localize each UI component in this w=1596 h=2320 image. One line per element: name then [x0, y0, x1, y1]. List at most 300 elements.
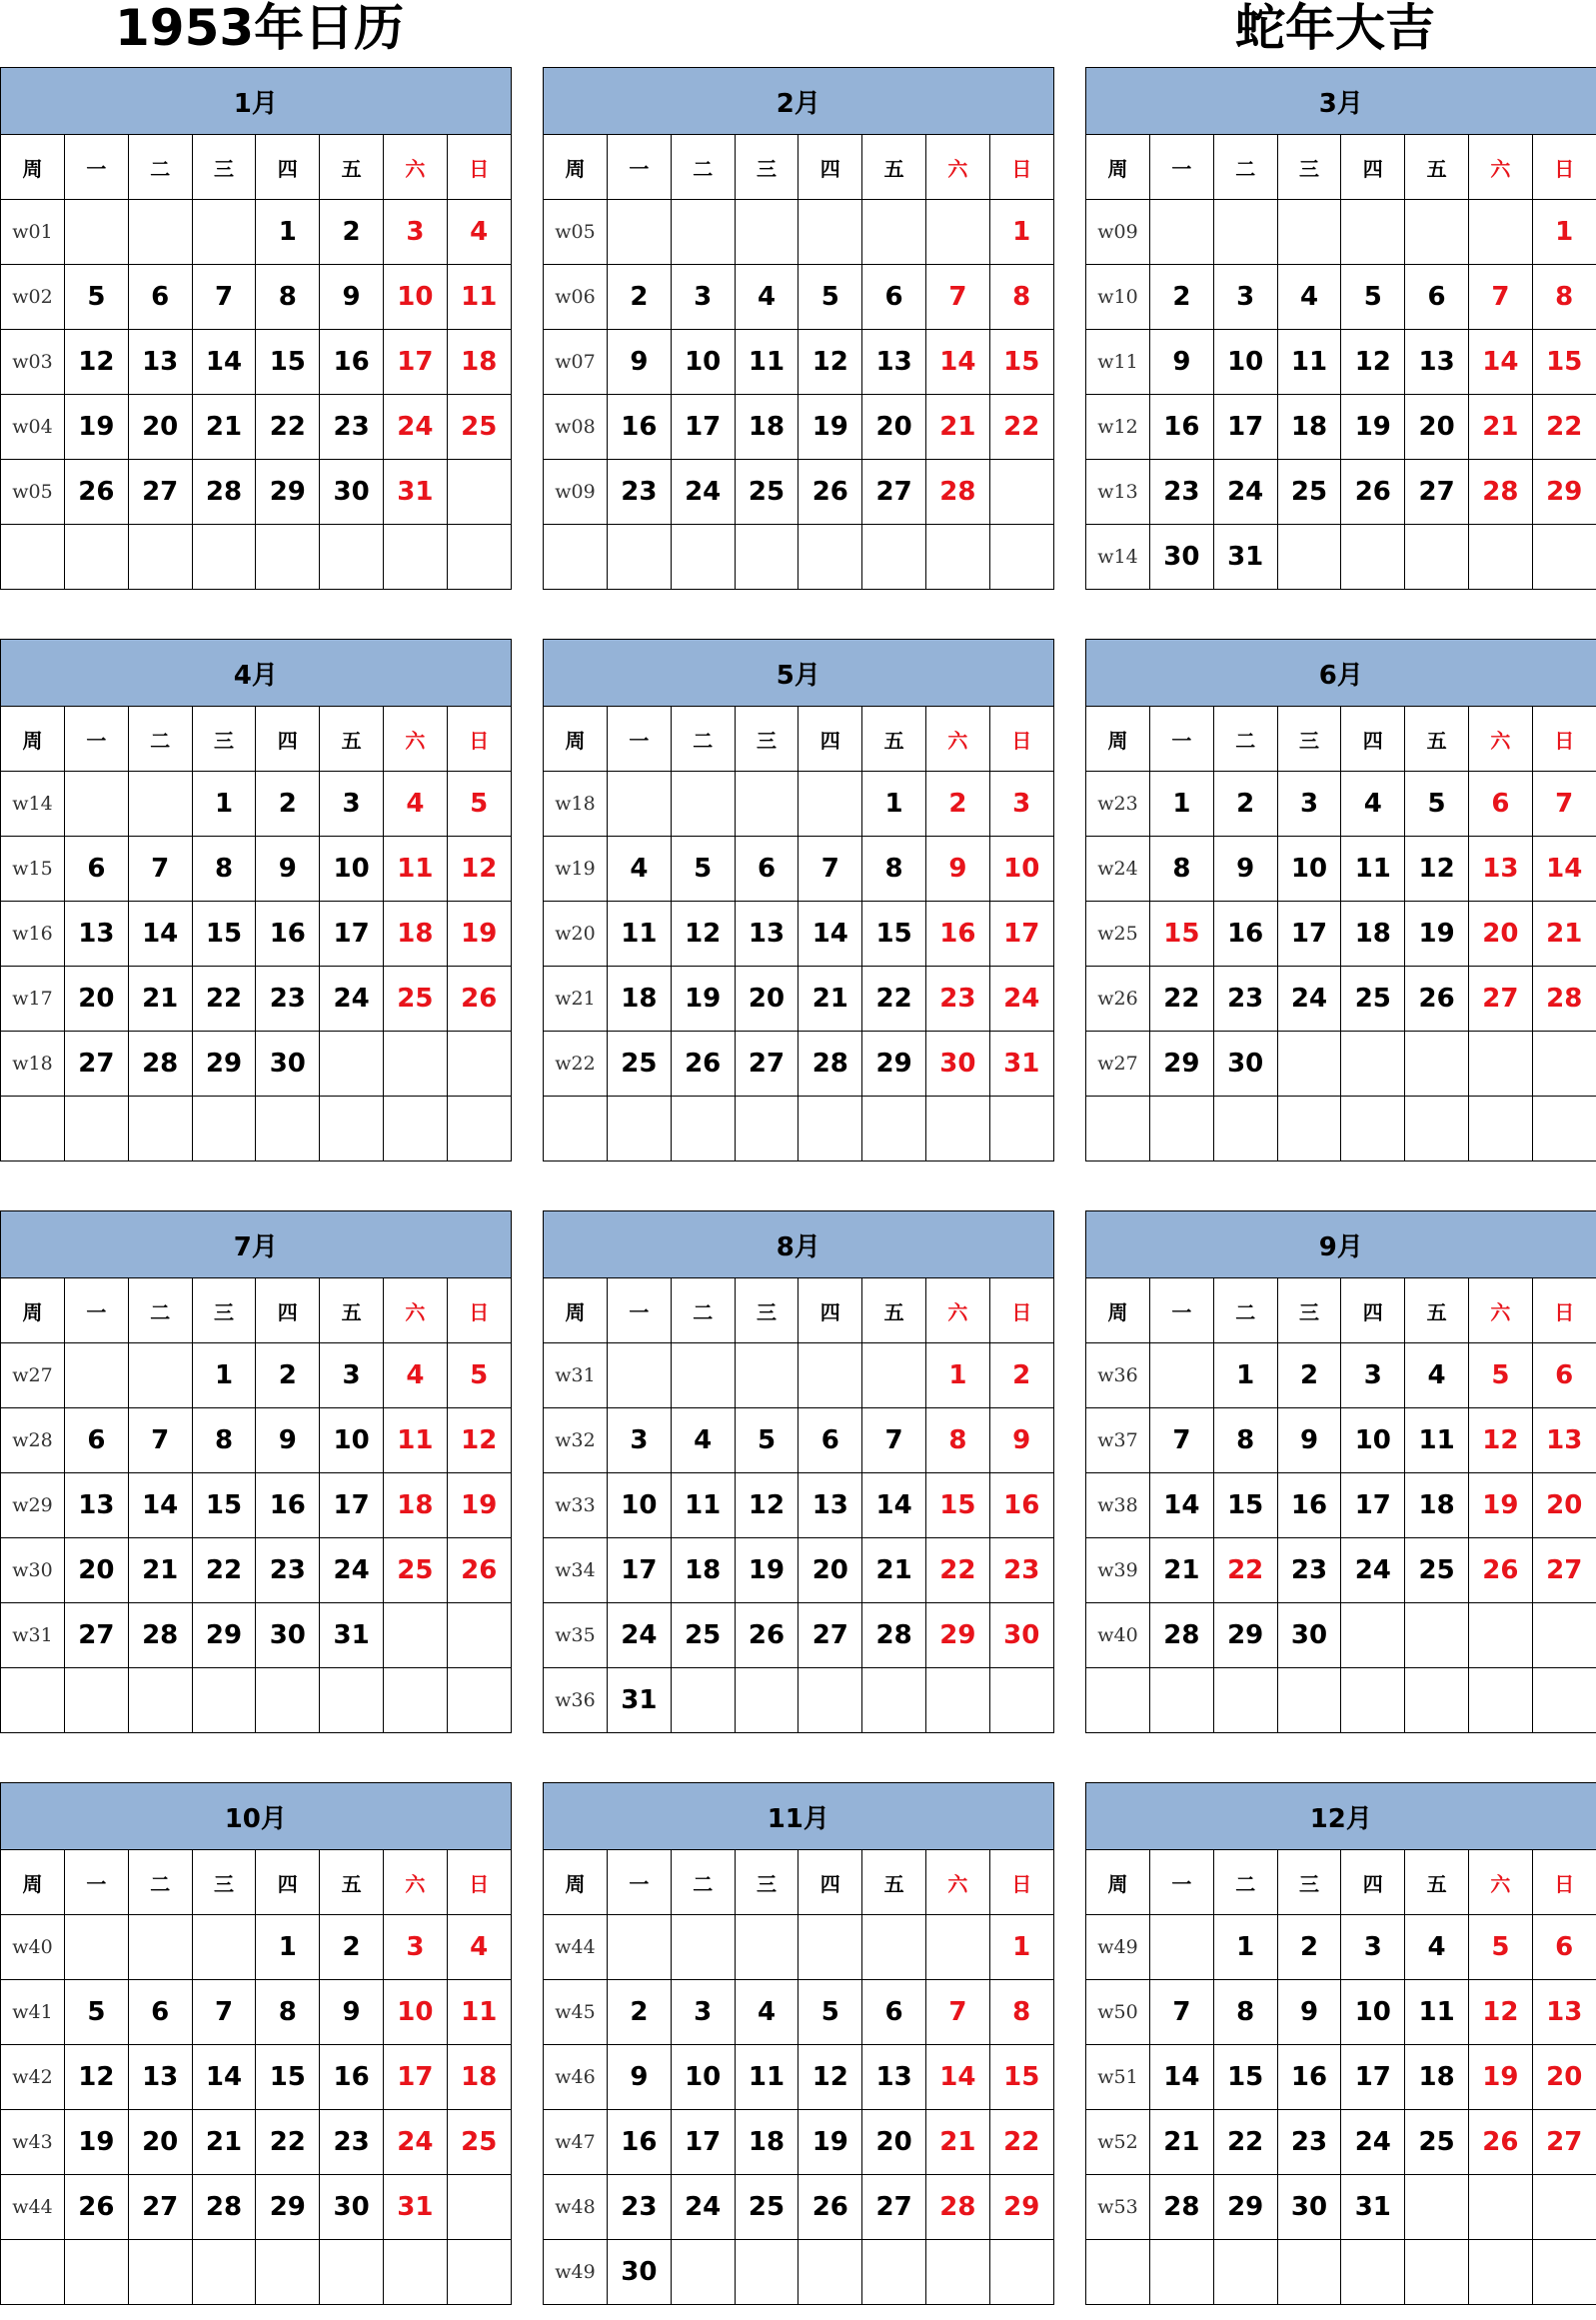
month-name: 3月	[1086, 68, 1596, 135]
day-cell: 1	[192, 1343, 256, 1408]
day-cell: 27	[735, 1032, 798, 1097]
day-cell: 25	[1277, 460, 1341, 525]
day-cell: 19	[798, 395, 862, 460]
day-cell: 10	[608, 1473, 672, 1538]
day-cell: 30	[925, 1032, 989, 1097]
day-cell: 20	[1532, 1473, 1596, 1538]
day-cell	[65, 772, 129, 837]
week-number	[1, 1668, 65, 1733]
week-row	[1086, 902, 1596, 967]
day-cell	[1532, 1097, 1596, 1161]
day-cell: 23	[320, 395, 384, 460]
weekday-header: 日	[1532, 1850, 1596, 1915]
day-cell: 26	[1468, 2110, 1532, 2175]
week-number: w39	[1086, 1538, 1150, 1603]
day-cell: 12	[735, 1473, 798, 1538]
day-cell: 30	[320, 460, 384, 525]
page-slogan: 蛇年大吉	[1235, 0, 1435, 57]
day-cell	[1341, 1032, 1405, 1097]
day-cell: 2	[1213, 772, 1277, 837]
day-cell: 25	[447, 2110, 511, 2175]
weekday-header: 四	[256, 135, 320, 200]
day-cell: 13	[128, 330, 192, 395]
week-number: w45	[544, 1980, 608, 2045]
day-cell	[989, 1097, 1053, 1161]
day-cell	[1405, 1603, 1469, 1668]
day-cell: 14	[925, 2045, 989, 2110]
month-name: 12月	[1086, 1783, 1596, 1850]
day-cell: 21	[128, 967, 192, 1032]
week-row	[1086, 772, 1596, 837]
day-cell: 25	[735, 2175, 798, 2240]
week-row	[1, 1603, 512, 1668]
week-number: w02	[1, 265, 65, 330]
day-cell: 23	[1277, 2110, 1341, 2175]
day-cell: 29	[1532, 460, 1596, 525]
day-cell: 9	[989, 1408, 1053, 1473]
week-row	[544, 1538, 1054, 1603]
weekday-header: 二	[1213, 1850, 1277, 1915]
day-cell: 25	[671, 1603, 735, 1668]
day-cell: 9	[1150, 330, 1214, 395]
day-cell: 1	[1213, 1343, 1277, 1408]
day-cell: 2	[320, 200, 384, 265]
day-cell: 20	[65, 967, 129, 1032]
weekday-header: 六	[1468, 1278, 1532, 1343]
day-cell	[925, 1097, 989, 1161]
weekday-header: 二	[1213, 135, 1277, 200]
day-cell: 19	[1468, 1473, 1532, 1538]
day-cell: 16	[1277, 2045, 1341, 2110]
day-cell: 11	[735, 2045, 798, 2110]
day-cell: 19	[65, 2110, 129, 2175]
week-row	[1086, 200, 1596, 265]
day-cell: 19	[447, 1473, 511, 1538]
week-row	[1086, 525, 1596, 590]
day-cell: 30	[1213, 1032, 1277, 1097]
week-row	[1086, 460, 1596, 525]
day-cell	[1341, 2240, 1405, 2305]
day-cell: 4	[1405, 1343, 1469, 1408]
day-cell: 4	[735, 265, 798, 330]
calendar-grid	[0, 67, 1596, 2316]
day-cell: 15	[1532, 330, 1596, 395]
day-cell: 15	[1150, 902, 1214, 967]
day-cell	[192, 1915, 256, 1980]
day-cell: 29	[192, 1032, 256, 1097]
day-cell: 8	[256, 265, 320, 330]
day-cell: 17	[1213, 395, 1277, 460]
month-name: 7月	[1, 1211, 512, 1278]
day-cell: 17	[671, 395, 735, 460]
day-cell: 18	[1405, 1473, 1469, 1538]
week-row	[1086, 265, 1596, 330]
week-number: w47	[544, 2110, 608, 2175]
day-cell: 31	[989, 1032, 1053, 1097]
month-name: 11月	[544, 1783, 1054, 1850]
day-cell: 14	[862, 1473, 926, 1538]
week-row	[544, 525, 1054, 590]
week-row	[1, 1408, 512, 1473]
day-cell: 20	[735, 967, 798, 1032]
week-row	[1, 1473, 512, 1538]
week-row	[544, 1980, 1054, 2045]
week-number: w18	[1, 1032, 65, 1097]
day-cell: 13	[65, 1473, 129, 1538]
weekday-header: 日	[447, 707, 511, 772]
week-number: w09	[1086, 200, 1150, 265]
day-cell: 1	[1532, 200, 1596, 265]
week-number: w51	[1086, 2045, 1150, 2110]
week-number: w40	[1086, 1603, 1150, 1668]
day-cell: 21	[128, 1538, 192, 1603]
day-cell: 6	[1468, 772, 1532, 837]
week-number	[544, 1097, 608, 1161]
week-number-header: 周	[1, 1850, 65, 1915]
day-cell: 20	[65, 1538, 129, 1603]
day-cell	[671, 772, 735, 837]
day-cell	[862, 1668, 926, 1733]
week-number: w49	[1086, 1915, 1150, 1980]
day-cell: 20	[1532, 2045, 1596, 2110]
day-cell: 23	[1277, 1538, 1341, 1603]
week-number-header: 周	[544, 707, 608, 772]
weekday-header: 四	[798, 135, 862, 200]
day-cell: 22	[256, 2110, 320, 2175]
week-number-header: 周	[1086, 1278, 1150, 1343]
weekday-header: 六	[1468, 135, 1532, 200]
weekday-header: 三	[192, 1850, 256, 1915]
week-row	[1, 1032, 512, 1097]
day-cell	[989, 460, 1053, 525]
day-cell: 31	[383, 2175, 447, 2240]
week-number: w42	[1, 2045, 65, 2110]
day-cell: 5	[798, 1980, 862, 2045]
weekday-header-row	[1086, 1278, 1596, 1343]
day-cell	[1468, 2175, 1532, 2240]
day-cell: 28	[862, 1603, 926, 1668]
week-row	[1086, 1980, 1596, 2045]
day-cell: 23	[925, 967, 989, 1032]
day-cell: 1	[989, 200, 1053, 265]
day-cell	[447, 1603, 511, 1668]
day-cell: 17	[1341, 1473, 1405, 1538]
day-cell: 14	[925, 330, 989, 395]
weekday-header: 四	[1341, 135, 1405, 200]
day-cell: 11	[1341, 837, 1405, 902]
week-number: w40	[1, 1915, 65, 1980]
day-cell: 14	[798, 902, 862, 967]
day-cell	[128, 525, 192, 590]
day-cell	[192, 1668, 256, 1733]
day-cell: 11	[447, 1980, 511, 2045]
day-cell	[128, 1668, 192, 1733]
day-cell	[798, 2240, 862, 2305]
month-table	[1085, 639, 1596, 1161]
day-cell	[383, 1668, 447, 1733]
day-cell	[192, 2240, 256, 2305]
week-row	[1, 902, 512, 967]
day-cell: 22	[1213, 2110, 1277, 2175]
day-cell: 6	[65, 837, 129, 902]
weekday-header: 三	[735, 1850, 798, 1915]
weekday-header: 五	[320, 1278, 384, 1343]
week-number: w48	[544, 2175, 608, 2240]
day-cell	[128, 2240, 192, 2305]
day-cell: 11	[608, 902, 672, 967]
week-number: w50	[1086, 1980, 1150, 2045]
day-cell: 15	[256, 330, 320, 395]
weekday-header-row	[1, 1850, 512, 1915]
day-cell	[735, 1097, 798, 1161]
day-cell: 8	[862, 837, 926, 902]
day-cell	[1341, 1668, 1405, 1733]
day-cell: 6	[128, 265, 192, 330]
day-cell: 8	[989, 265, 1053, 330]
day-cell: 12	[65, 330, 129, 395]
week-row	[1, 2045, 512, 2110]
day-cell: 29	[1213, 2175, 1277, 2240]
weekday-header: 四	[798, 1850, 862, 1915]
day-cell	[1468, 1097, 1532, 1161]
day-cell: 17	[671, 2110, 735, 2175]
day-cell: 7	[925, 1980, 989, 2045]
day-cell	[925, 1915, 989, 1980]
day-cell: 27	[128, 2175, 192, 2240]
day-cell: 14	[1532, 837, 1596, 902]
weekday-header: 五	[1405, 135, 1469, 200]
day-cell: 8	[1150, 837, 1214, 902]
day-cell: 25	[1405, 1538, 1469, 1603]
weekday-header: 一	[608, 707, 672, 772]
day-cell	[798, 1097, 862, 1161]
day-cell	[320, 1668, 384, 1733]
day-cell	[320, 1097, 384, 1161]
day-cell: 21	[925, 2110, 989, 2175]
day-cell: 3	[989, 772, 1053, 837]
week-number: w32	[544, 1408, 608, 1473]
week-number: w29	[1, 1473, 65, 1538]
day-cell: 4	[447, 200, 511, 265]
day-cell: 16	[1277, 1473, 1341, 1538]
weekday-header: 三	[192, 707, 256, 772]
day-cell: 6	[1405, 265, 1469, 330]
week-number: w05	[1, 460, 65, 525]
day-cell	[1341, 525, 1405, 590]
day-cell: 8	[256, 1980, 320, 2045]
week-row	[544, 200, 1054, 265]
day-cell	[383, 2240, 447, 2305]
day-cell: 9	[320, 265, 384, 330]
weekday-header: 日	[989, 1278, 1053, 1343]
weekday-header: 一	[65, 707, 129, 772]
day-cell: 20	[128, 2110, 192, 2175]
week-number: w23	[1086, 772, 1150, 837]
weekday-header: 三	[1277, 135, 1341, 200]
weekday-header: 四	[256, 1850, 320, 1915]
day-cell: 11	[447, 265, 511, 330]
week-row	[1086, 1668, 1596, 1733]
week-number: w05	[544, 200, 608, 265]
week-row	[544, 1032, 1054, 1097]
weekday-header: 二	[128, 135, 192, 200]
day-cell: 13	[735, 902, 798, 967]
week-row	[1086, 2110, 1596, 2175]
week-number: w10	[1086, 265, 1150, 330]
day-cell	[798, 200, 862, 265]
day-cell	[1405, 525, 1469, 590]
day-cell	[608, 525, 672, 590]
day-cell: 31	[320, 1603, 384, 1668]
month-table	[1085, 1210, 1596, 1733]
day-cell: 24	[671, 460, 735, 525]
day-cell	[862, 525, 926, 590]
day-cell	[1468, 1668, 1532, 1733]
week-row	[544, 1408, 1054, 1473]
week-row	[1086, 1603, 1596, 1668]
week-number	[1086, 1668, 1150, 1733]
day-cell: 21	[798, 967, 862, 1032]
week-row	[1086, 2175, 1596, 2240]
day-cell: 17	[608, 1538, 672, 1603]
weekday-header: 日	[989, 1850, 1053, 1915]
week-row	[1, 1097, 512, 1161]
day-cell: 13	[862, 2045, 926, 2110]
day-cell	[1405, 1097, 1469, 1161]
day-cell: 5	[1341, 265, 1405, 330]
week-number: w19	[544, 837, 608, 902]
weekday-header-row	[1086, 135, 1596, 200]
week-number: w20	[544, 902, 608, 967]
day-cell	[989, 525, 1053, 590]
day-cell: 2	[925, 772, 989, 837]
weekday-header: 五	[1405, 707, 1469, 772]
day-cell	[862, 1343, 926, 1408]
week-row	[1086, 1343, 1596, 1408]
day-cell: 4	[383, 772, 447, 837]
week-number: w11	[1086, 330, 1150, 395]
day-cell: 11	[671, 1473, 735, 1538]
day-cell	[65, 1668, 129, 1733]
day-cell: 14	[1150, 2045, 1214, 2110]
week-number: w36	[1086, 1343, 1150, 1408]
weekday-header: 五	[320, 1850, 384, 1915]
week-number: w09	[544, 460, 608, 525]
day-cell: 4	[1405, 1915, 1469, 1980]
day-cell	[1405, 2175, 1469, 2240]
week-number: w52	[1086, 2110, 1150, 2175]
week-row	[544, 902, 1054, 967]
week-row	[1, 1980, 512, 2045]
week-number: w15	[1, 837, 65, 902]
day-cell	[925, 1668, 989, 1733]
day-cell: 20	[798, 1538, 862, 1603]
weekday-header: 二	[671, 707, 735, 772]
week-number: w43	[1, 2110, 65, 2175]
day-cell: 10	[383, 1980, 447, 2045]
day-cell: 15	[192, 902, 256, 967]
day-cell: 23	[320, 2110, 384, 2175]
day-cell: 5	[735, 1408, 798, 1473]
week-number: w28	[1, 1408, 65, 1473]
day-cell	[1277, 1097, 1341, 1161]
day-cell: 3	[1341, 1343, 1405, 1408]
weekday-header: 四	[798, 1278, 862, 1343]
day-cell	[1532, 525, 1596, 590]
day-cell: 28	[1150, 1603, 1214, 1668]
day-cell	[1532, 2175, 1596, 2240]
weekday-header: 一	[65, 1278, 129, 1343]
day-cell: 8	[989, 1980, 1053, 2045]
weekday-header: 日	[447, 1278, 511, 1343]
day-cell: 19	[735, 1538, 798, 1603]
week-row	[1086, 1915, 1596, 1980]
weekday-header: 三	[192, 135, 256, 200]
day-cell: 13	[65, 902, 129, 967]
day-cell	[383, 525, 447, 590]
day-cell: 25	[1405, 2110, 1469, 2175]
month-table	[0, 1782, 512, 2305]
day-cell	[671, 1915, 735, 1980]
day-cell	[798, 772, 862, 837]
day-cell: 5	[447, 1343, 511, 1408]
day-cell: 9	[608, 330, 672, 395]
day-cell: 25	[383, 1538, 447, 1603]
weekday-header-row	[1, 135, 512, 200]
day-cell: 29	[256, 2175, 320, 2240]
day-cell: 24	[989, 967, 1053, 1032]
day-cell: 10	[383, 265, 447, 330]
day-cell	[383, 1097, 447, 1161]
day-cell	[65, 1343, 129, 1408]
day-cell	[608, 1097, 672, 1161]
day-cell	[1277, 1032, 1341, 1097]
day-cell: 19	[447, 902, 511, 967]
day-cell: 27	[862, 460, 926, 525]
week-row	[544, 395, 1054, 460]
day-cell: 19	[1468, 2045, 1532, 2110]
day-cell	[65, 200, 129, 265]
day-cell	[65, 1915, 129, 1980]
day-cell: 25	[608, 1032, 672, 1097]
week-number: w30	[1, 1538, 65, 1603]
day-cell: 12	[1405, 837, 1469, 902]
week-row	[544, 265, 1054, 330]
day-cell: 13	[1532, 1980, 1596, 2045]
weekday-header: 六	[383, 707, 447, 772]
day-cell: 7	[1150, 1980, 1214, 2045]
week-number: w24	[1086, 837, 1150, 902]
day-cell: 2	[608, 1980, 672, 2045]
day-cell: 4	[383, 1343, 447, 1408]
weekday-header: 一	[1150, 135, 1214, 200]
day-cell: 2	[989, 1343, 1053, 1408]
day-cell: 10	[320, 837, 384, 902]
week-number-header: 周	[544, 1278, 608, 1343]
day-cell	[735, 525, 798, 590]
day-cell	[1532, 1668, 1596, 1733]
week-row	[544, 1668, 1054, 1733]
day-cell: 5	[447, 772, 511, 837]
day-cell: 30	[1150, 525, 1214, 590]
weekday-header: 六	[1468, 1850, 1532, 1915]
week-row	[1, 200, 512, 265]
day-cell: 11	[383, 837, 447, 902]
day-cell: 18	[1277, 395, 1341, 460]
day-cell: 13	[1532, 1408, 1596, 1473]
day-cell: 20	[862, 395, 926, 460]
day-cell	[671, 2240, 735, 2305]
